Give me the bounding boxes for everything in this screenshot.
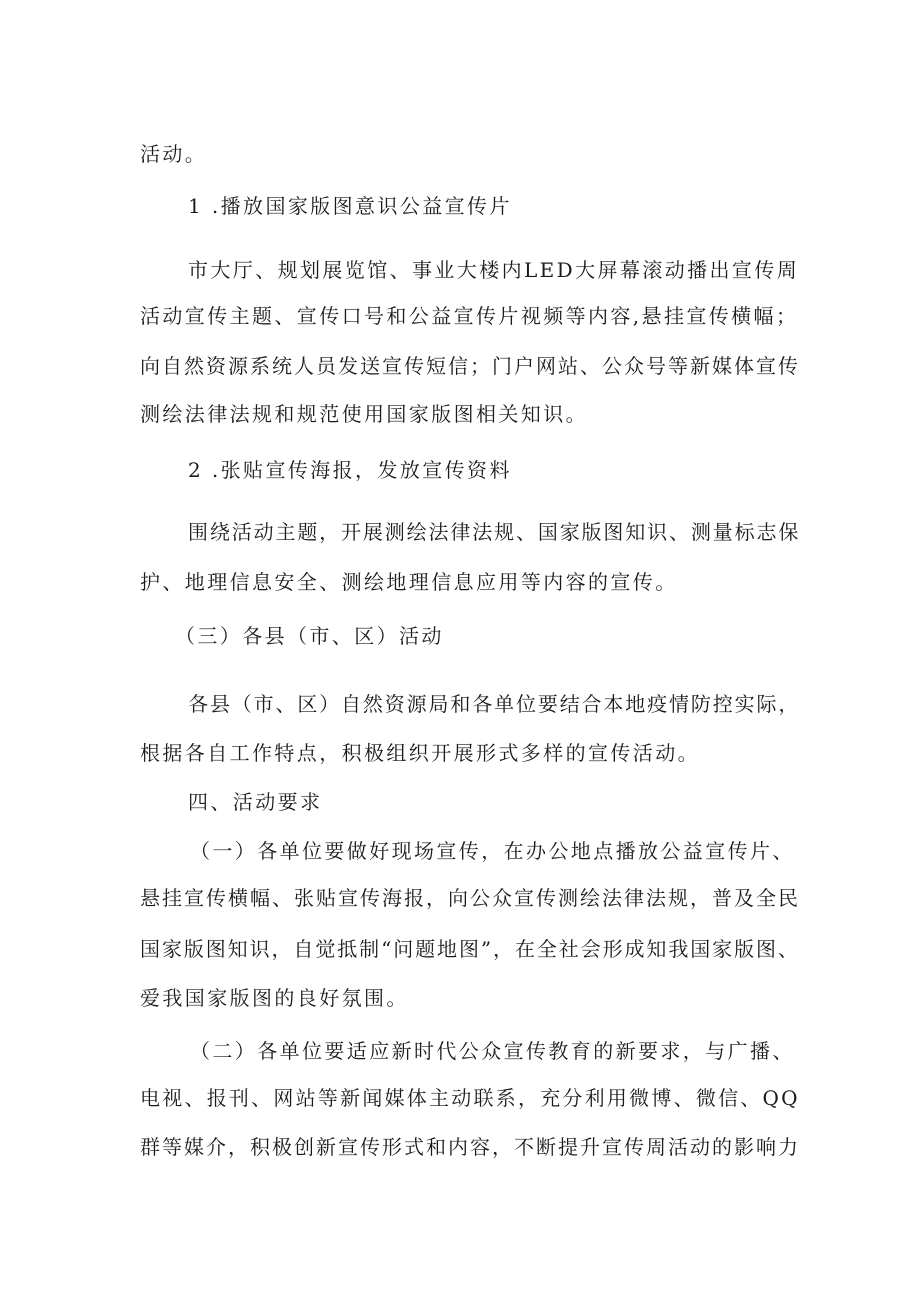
paragraph-line: 活动。 <box>140 142 208 166</box>
section-heading: 1 .播放国家版图意识公益宣传片 <box>188 194 512 218</box>
paragraph-line: （二）各单位要适应新时代公众宣传教育的新要求，与广播、 <box>190 1039 795 1063</box>
paragraph-line: 悬挂宣传横幅、张贴宣传海报，向公众宣传测绘法律法规，普及全民 <box>140 886 800 910</box>
paragraph-line: 群等媒介，积极创新宣传形式和内容，不断提升宣传周活动的影响力 <box>140 1135 800 1159</box>
paragraph-line: 根据各自工作特点，积极组织开展形式多样的宣传活动。 <box>140 741 700 765</box>
paragraph-line: 电视、报刊、网站等新闻媒体主动联系，充分利用微博、微信、QQ <box>140 1086 800 1110</box>
section-heading: 四、活动要求 <box>188 790 323 814</box>
paragraph-line: 活动宣传主题、宣传口号和公益宣传片视频等内容,悬挂宣传横幅； <box>140 304 799 328</box>
paragraph-line: 护、地理信息安全、测绘地理信息应用等内容的宣传。 <box>140 570 678 594</box>
paragraph-line: 围绕活动主题，开展测绘法律法规、国家版图知识、测量标志保 <box>188 520 801 544</box>
paragraph-line: 各县（市、区）自然资源局和各单位要结合本地疫情防控实际， <box>188 692 801 716</box>
paragraph-line: 市大厅、规划展览馆、事业大楼内LED大屏幕滚动播出宣传周 <box>188 258 800 282</box>
paragraph-line: 国家版图知识，自觉抵制“问题地图”，在全社会形成知我国家版图、 <box>140 937 800 961</box>
paragraph-line: 爱我国家版图的良好氛围。 <box>140 986 409 1010</box>
section-heading: 2 .张贴宣传海报，发放宣传资料 <box>188 458 512 482</box>
paragraph-line: 向自然资源系统人员发送宣传短信；门户网站、公众号等新媒体宣传 <box>140 354 800 378</box>
paragraph-line: （一）各单位要做好现场宣传，在办公地点播放公益宣传片、 <box>190 839 795 863</box>
section-heading: （三）各县（市、区）活动 <box>175 624 444 648</box>
paragraph-line: 测绘法律法规和规范使用国家版图相关知识。 <box>140 402 588 426</box>
